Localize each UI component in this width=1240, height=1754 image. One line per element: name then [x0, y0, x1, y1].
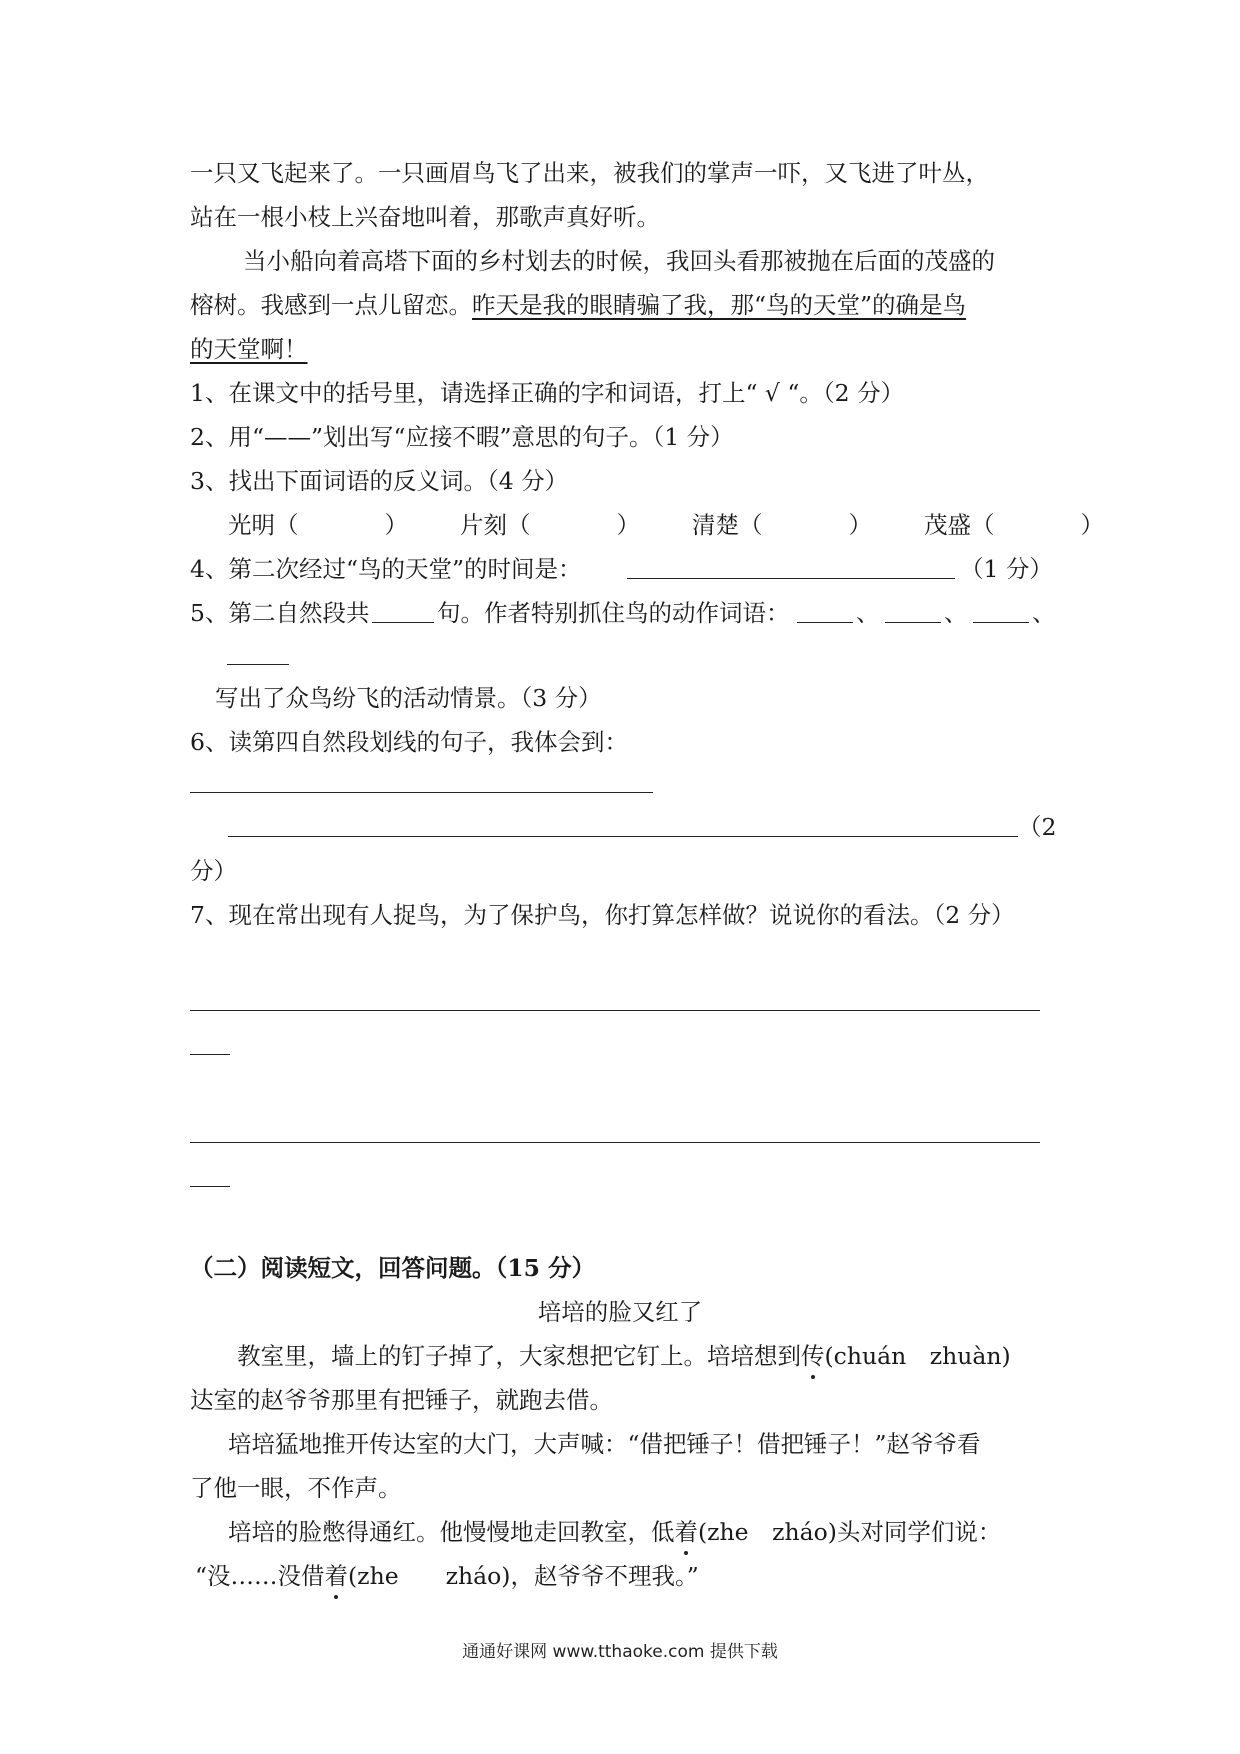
antonym-2-open: 片刻（	[460, 511, 531, 539]
passage-line-4-plain: 榕树。我感到一点儿留恋。	[190, 291, 472, 319]
q7-answer-blank-2-tail[interactable]	[190, 1186, 230, 1187]
passage-line-3: 当小船向着高塔下面的乡村划去的时候，我回头看那被抛在后面的茂盛的	[243, 247, 995, 275]
story-p1-line2: 达室的赵爷爷那里有把锤子，就跑去借。	[190, 1386, 613, 1414]
question-7: 7、现在常出现有人捉鸟，为了保护鸟，你打算怎样做？说说你的看法。（2 分）	[190, 901, 1015, 929]
story-p1-line1	[237, 1341, 1011, 1371]
question-4-score: （1 分）	[960, 555, 1053, 583]
q5-verb-blank-1[interactable]	[797, 622, 853, 623]
question-5-part-a: 5、第二自然段共	[190, 599, 370, 627]
story-p1-a: 教室里，墙上的钉子掉了，大家想把它钉上。培培想到	[237, 1342, 801, 1370]
q5-sentence-count-blank[interactable]	[372, 622, 434, 623]
q7-answer-blank-1[interactable]	[190, 1010, 1040, 1011]
underlined-sentence-part2: 的天堂啊！	[190, 335, 308, 363]
dotted-char-chuan: 传	[801, 1342, 825, 1370]
question-5-continued: 写出了众鸟纷飞的活动情景。（3 分）	[215, 684, 602, 712]
q6-answer-blank-1[interactable]	[190, 792, 653, 793]
passage-line-1: 一只又飞起来了。一只画眉鸟飞了出来，被我们的掌声一吓，又飞进了叶丛，	[190, 159, 989, 187]
story-title: 培培的脸又红了	[537, 1298, 703, 1326]
antonym-4-open: 茂盛（	[924, 511, 995, 539]
underlined-sentence-part1: 昨天是我的眼睛骗了我，那“鸟的天堂”的确是鸟	[472, 291, 967, 319]
q4-answer-blank[interactable]	[627, 578, 955, 579]
antonym-3-open: 清楚（	[692, 511, 763, 539]
dotted-char-zhe-1: 着	[674, 1518, 698, 1546]
question-5-part-b: 句。作者特别抓住鸟的动作词语：	[437, 599, 790, 627]
antonym-2-close: ）	[616, 511, 640, 539]
antonym-1-close: ）	[384, 511, 408, 539]
q7-answer-blank-1-tail[interactable]	[190, 1054, 230, 1055]
question-2: 2、用“——”划出写“应接不暇”意思的句子。（1 分）	[190, 423, 734, 451]
pinyin-options-1: (chuán zhuàn)	[824, 1342, 1011, 1370]
story-p3-line1	[228, 1517, 1001, 1547]
antonym-4-close: ）	[1080, 511, 1104, 539]
antonym-3-close: ）	[848, 511, 872, 539]
story-p3-a: 培培的脸憋得通红。他慢慢地走回教室，低	[228, 1518, 675, 1546]
page-footer: 通通好课网 www.tthaoke.com 提供下载	[462, 1642, 778, 1662]
story-p4-a: “没……没借	[195, 1562, 325, 1590]
q5-separator-2: 、	[944, 599, 968, 627]
question-6: 6、读第四自然段划线的句子，我体会到：	[190, 728, 628, 756]
q5-verb-blank-3[interactable]	[973, 622, 1029, 623]
story-p4-line1	[195, 1561, 699, 1591]
story-p2-line1: 培培猛地推开传达室的大门，大声喊：“借把锤子！借把锤子！”赵爷爷看	[228, 1430, 981, 1458]
q5-verb-blank-4[interactable]	[227, 664, 289, 665]
antonym-1-open: 光明（	[228, 511, 299, 539]
q6-answer-blank-2[interactable]	[228, 836, 1018, 837]
story-p2-line2: 了他一眼，不作声。	[190, 1474, 402, 1502]
question-4: 4、第二次经过“鸟的天堂”的时间是：	[190, 555, 582, 583]
passage-line-2: 站在一根小枝上兴奋地叫着，那歌声真好听。	[190, 203, 660, 231]
dotted-char-zhe-2: 着	[324, 1562, 349, 1590]
passage-line-4	[190, 290, 966, 320]
pinyin-options-2: (zhe zháo)头对同学们说：	[698, 1518, 1002, 1546]
q7-answer-blank-2[interactable]	[190, 1142, 1040, 1143]
antonym-row	[228, 510, 1104, 540]
q5-verb-blank-2[interactable]	[885, 622, 941, 623]
pinyin-options-3: (zhe zháo)，赵爷爷不理我。”	[348, 1562, 699, 1590]
question-3: 3、找出下面词语的反义词。（4 分）	[190, 467, 569, 495]
q5-separator-1: 、	[856, 599, 880, 627]
question-6-score-a: （2	[1018, 813, 1057, 841]
q5-separator-3: 、	[1032, 599, 1056, 627]
section-2-heading: （二）阅读短文，回答问题。（15 分）	[190, 1254, 596, 1282]
question-6-score-b: 分）	[190, 857, 237, 885]
question-1: 1、在课文中的括号里，请选择正确的字和词语，打上“ √ “。（2 分）	[190, 379, 905, 407]
